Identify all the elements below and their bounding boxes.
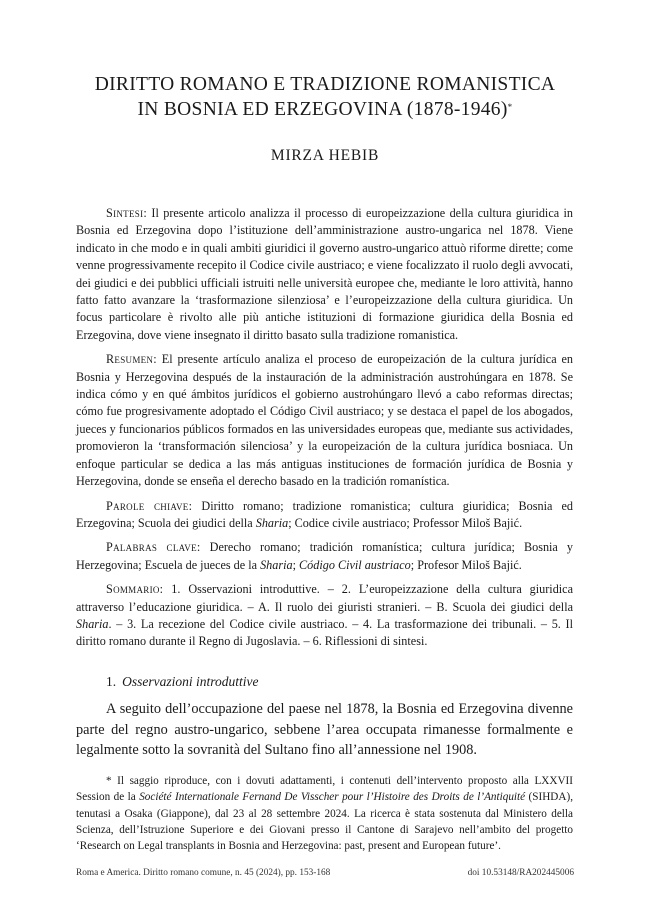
- section-title: Osservazioni introduttive: [122, 674, 259, 689]
- title-line-2-text: IN BOSNIA ED ERZEGOVINA (1878-1946): [137, 99, 508, 120]
- resumen-text: El presente artículo analiza el proceso de europeización de la cultura jurídica en Bosnia y Herzegovina después de la instauración de la administración austrohúngara en 1878. Se indica cómo y en qué ámbitos jurídicos el gobierno austrohúngaro llevó a cabo reformas directas; cómo fue progresivamente adoptado el Código Civil austriaco; y se destaca el papel de los abogados, jueces y funcionarios públicos formados en las universidades europeas que, mediante sus actividades, promovieron la ‘transformación silenciosa’ y la europeización de la cultura jurídica bosniaca. Un enfoque particular se dedica a las más antiguas instituciones de formación jurídica de Bosnia y Herzegovina, donde se enseña el derecho basado en la tradición romanística.: [76, 352, 573, 489]
- footnote-text-b: (SIHDA), tenutasi a Osaka (Giappone), dal 23 al 28 settembre 2024. La ricerca è stata sostenuta dal Ministero della Scienza, dell’Istruzione Superiore e dei Giovani presso il Cantone di Sarajevo nell’ambito del progetto ‘Research on Legal transplants in Bosnia and Herzegovina: past, present and European future’.: [76, 791, 573, 853]
- parole-chiave-label: Parole chiave:: [106, 498, 193, 513]
- palabras-clave-text-b: ; Profesor Miloš Bajić.: [410, 557, 522, 572]
- sommario-text-b: . – 3. La recezione del Codice civile austriaco. – 4. La trasformazione dei tribunali. – 5. Il diritto romano durante il Regno di Jugoslavia. – 6. Riflessioni di sintesi.: [76, 616, 573, 649]
- resumen-paragraph: [76, 351, 573, 490]
- abstracts: [76, 205, 573, 658]
- section-number: 1.: [106, 674, 117, 689]
- journal-citation: Roma e America. Diritto romano comune, n. 45 (2024), pp. 153-168: [76, 868, 331, 878]
- sommario-paragraph: [76, 581, 573, 651]
- doi-link[interactable]: doi 10.53148/RA202445006: [467, 868, 574, 878]
- palabras-clave-sharia: Sharia: [260, 557, 293, 572]
- parole-chiave-text-a: Diritto romano; tradizione romanistica; cultura giuridica; Bosnia ed Erzegovina; Scuola dei giudici della: [76, 498, 573, 530]
- body-paragraph: A seguito dell’occupazione del paese nel 1878, la Bosnia ed Erzegovina divenne parte del regno austro-ungarico, sebbene l’area occupata rimanesse formalmente e legalmente sotto la sovranità del Sultano fino all’annessione nel 1908.: [76, 701, 573, 758]
- sommario-sharia: Sharia: [76, 616, 109, 631]
- title-line-1: DIRITTO ROMANO E TRADIZIONE ROMANISTICA: [94, 74, 556, 95]
- sintesi-label: Sintesi:: [106, 206, 148, 220]
- sommario-text-a: 1. Osservazioni introduttive. – 2. L’europeizzazione della cultura giuridica attraverso l’educazione giuridica. – A. Il ruolo dei giuristi stranieri. – B. Scuola dei giudici della: [76, 582, 573, 614]
- footnote-mark: *: [106, 775, 112, 787]
- palabras-clave-text-a: Derecho romano; tradición romanística; cultura jurídica; Bosnia y Herzegovina; Escuela de jueces de la: [76, 540, 574, 572]
- author-name: MIRZA HEBIB: [270, 147, 380, 164]
- footnote-society: Société Internationale Fernand De Visscher pour l’Histoire des Droits de l’Antiquité: [139, 791, 526, 804]
- resumen-label: Resumen:: [106, 352, 157, 367]
- parole-chiave-paragraph: [76, 498, 573, 533]
- title-line-2: [60, 97, 590, 122]
- parole-chiave-text-b: ; Codice civile austriaco; Professor Miloš Bajić.: [288, 515, 523, 530]
- sintesi-paragraph: [76, 205, 573, 344]
- section-heading: [106, 674, 259, 690]
- parole-chiave-sharia: Sharia: [255, 515, 289, 530]
- article-title: [60, 72, 590, 122]
- footnote-text-a: Il saggio riproduce, con i dovuti adattamenti, i contenuti dell’intervento proposto alla LXXVII Session de la: [76, 775, 573, 804]
- palabras-clave-paragraph: [76, 539, 573, 574]
- palabras-clave-codigo: Código Civil austriaco: [299, 557, 411, 572]
- footnote: [76, 773, 573, 854]
- sommario-label: Sommario:: [106, 582, 164, 597]
- palabras-clave-label: Palabras clave:: [106, 540, 201, 555]
- title-footnote-mark[interactable]: *: [507, 102, 513, 112]
- sintesi-text: Il presente articolo analizza il processo di europeizzazione della cultura giuridica in Bosnia ed Erzegovina dopo l’istituzione dell’amministrazione austro-ungarica nel 1878. Viene indicato in che modo e in quali ambiti giuridici il governo austro-ungarico attuò riforme dirette; come venne progressivamente recepito il Codice civile austriaco; e viene focalizzato il ruolo degli avvocati, dei giudici e dei pubblici ufficiali istruiti nelle università europee che, mediante le loro attività, hanno fatto fatto avanzare la ‘trasformazione silenziosa’ e l’europeizzazione della cultura giuridica. Un focus particolare è rivolto alle più antiche istituzioni di formazione giuridica della Bosnia ed Erzegovina, dove viene insegnato il diritto basato sulla tradizione romanistica.: [76, 206, 573, 342]
- palabras-clave-sep: ;: [292, 557, 300, 572]
